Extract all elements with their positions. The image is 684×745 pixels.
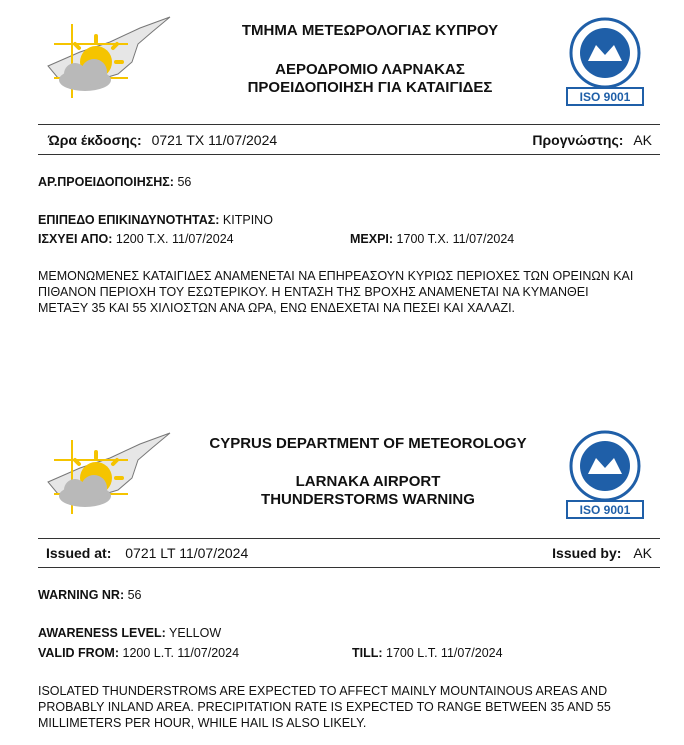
valid-from: [38, 646, 239, 660]
greek-logo: [40, 14, 190, 109]
forecaster-label: Issued by:: [552, 545, 622, 561]
document-title: ΠΡΟΕΙΔΟΠΟΙΗΣΗ ΓΙΑ ΚΑΤΑΙΓΙΔΕΣ: [247, 79, 493, 96]
warning-number-value: 56: [177, 175, 192, 189]
airport-name: LARNAKA AIRPORT: [295, 473, 441, 490]
header-divider-top: [38, 124, 660, 125]
valid-from-value: 1200 Τ.Χ. 11/07/2024: [115, 232, 234, 246]
awareness-level: [38, 626, 221, 640]
warning-number-label: WARNING NR:: [38, 588, 125, 602]
iso-label: ISO 9001: [579, 90, 631, 104]
header-divider-top: [38, 538, 660, 539]
awareness-level: [38, 213, 273, 227]
forecaster-label: Προγνώστης:: [532, 132, 624, 148]
warning-number: [38, 588, 142, 602]
cyprus-weather-logo-icon: [40, 430, 190, 525]
valid-till: [350, 232, 514, 246]
airport-name: ΑΕΡΟΔΡΟΜΙΟ ΛΑΡΝΑΚΑΣ: [275, 61, 465, 78]
document-title: THUNDERSTORMS WARNING: [261, 491, 475, 508]
iso-seal: [563, 15, 647, 109]
issue-value: 0721 ΤΧ 11/07/2024: [151, 132, 278, 148]
issue-label: Issued at:: [46, 545, 112, 561]
warning-number: [38, 175, 191, 189]
english-logo: [40, 430, 190, 525]
level-value: YELLOW: [169, 626, 222, 640]
warning-message: ISOLATED THUNDERSTROMS ARE EXPECTED TO AFFECT MAINLY MOUNTAINOUS AREAS AND PROBABLY INLAND AREA. PRECIPITATION RATE IS EXPECTED TO RANGE BETWEEN 35 AND 55 MILLIMETERS PER HOUR, WHILE HAIL IS ALSO LIKELY.: [38, 684, 611, 730]
level-label: ΕΠΙΠΕΔΟ ΕΠΙΚΙΝΔΥΝΟΤΗΤΑΣ:: [38, 213, 220, 227]
header-divider-bottom: [38, 154, 660, 155]
issue-label: Ώρα έκδοσης:: [48, 132, 142, 148]
cyprus-weather-logo-icon: [40, 14, 190, 109]
till-value: 1700 L.T. 11/07/2024: [386, 646, 503, 660]
level-label: AWARENESS LEVEL:: [38, 626, 166, 640]
issue-value: 0721 LT 11/07/2024: [125, 545, 249, 561]
forecaster-value: AK: [633, 545, 652, 561]
valid-till: [352, 646, 503, 660]
till-value: 1700 Τ.Χ. 11/07/2024: [396, 232, 515, 246]
issue-time: [46, 545, 248, 561]
issue-time: [48, 132, 277, 148]
valid-from-label: VALID FROM:: [38, 646, 120, 660]
valid-from: [38, 232, 234, 246]
level-value: ΚΙΤΡΙΝΟ: [222, 213, 273, 227]
org-name: ΤΜΗΜΑ ΜΕΤΕΩΡΟΛΟΓΙΑΣ ΚΥΠΡΟΥ: [241, 22, 499, 39]
iso-label: ISO 9001: [579, 503, 631, 517]
valid-from-value: 1200 L.T. 11/07/2024: [122, 646, 240, 660]
forecaster: [552, 545, 652, 561]
warning-message: ΜΕΜΟΝΩΜΕΝΕΣ ΚΑΤΑΙΓΙΔΕΣ ΑΝΑΜΕΝΕΤΑΙ ΝΑ ΕΠΗΡΕΑΣΟΥΝ ΚΥΡΙΩΣ ΠΕΡΙΟΧΕΣ ΤΩΝ ΟΡΕΙΝΩΝ ΚΑΙ ΠΙΘΑΝΟΝ ΠΕΡΙΟΧΗ ΤΟΥ ΕΣΩΤΕΡΙΚΟΥ. Η ΕΝΤΑΣΗ ΤΗΣ ΒΡΟΧΗΣ ΑΝΑΜΕΝΕΤΑΙ ΝΑ ΚΥΜΑΝΘΕΙ ΜΕΤΑΞΥ 35 ΚΑΙ 55 ΧΙΛΙΟΣΤΩΝ ΑΝΑ ΩΡΑ, ΕΝΩ ΕΝΔΕΧΕΤΑΙ ΝΑ ΠΕΣΕΙ ΚΑΙ ΧΑΛΑΖΙ.: [38, 269, 634, 315]
valid-from-label: ΙΣΧΥΕΙ ΑΠΟ:: [38, 232, 113, 246]
warning-number-label: ΑΡ.ΠΡΟΕΙΔΟΠΟΙΗΣΗΣ:: [38, 175, 174, 189]
iso-seal: [563, 428, 647, 522]
forecaster: [532, 132, 652, 148]
forecaster-value: ΑΚ: [633, 132, 652, 148]
till-label: ΜΕΧΡΙ:: [350, 232, 394, 246]
header-divider-bottom: [38, 567, 660, 568]
warning-number-value: 56: [127, 588, 142, 602]
till-label: TILL:: [352, 646, 383, 660]
org-name: CYPRUS DEPARTMENT OF METEOROLOGY: [209, 435, 527, 452]
